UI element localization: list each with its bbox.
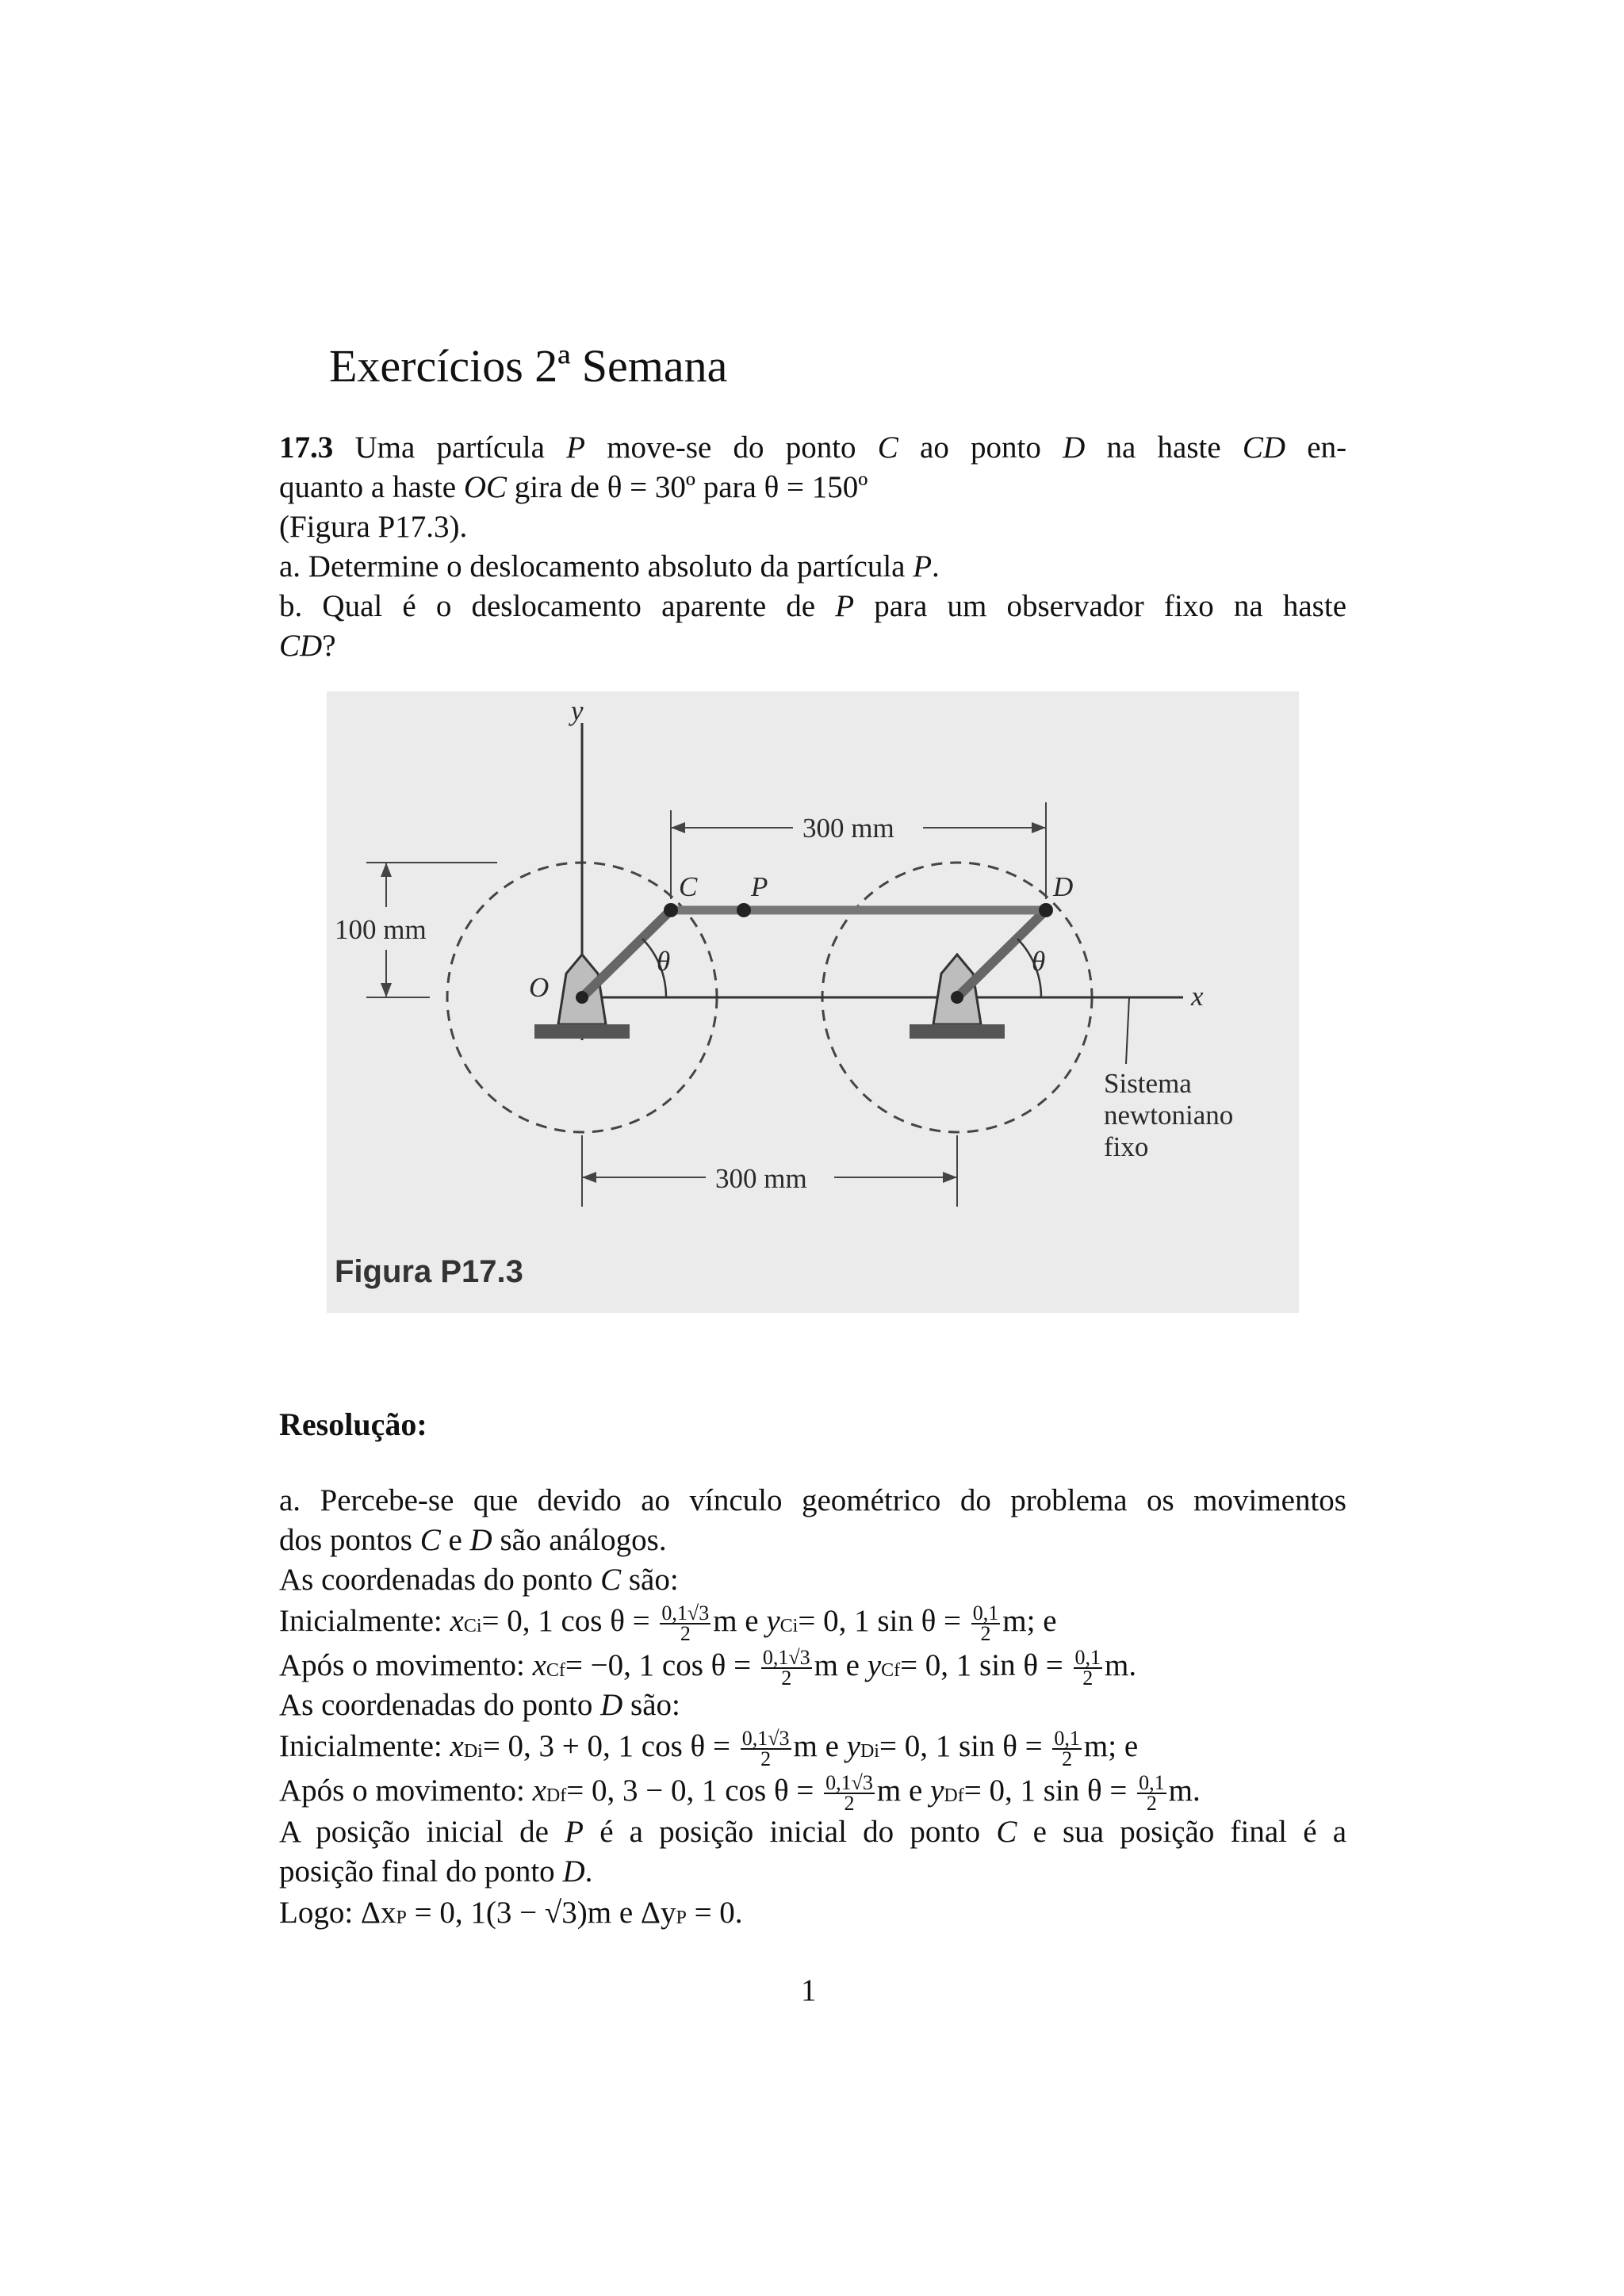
fraction-den: 2 — [844, 1792, 855, 1816]
symbol-d: D — [562, 1854, 585, 1888]
subscript: P — [676, 1908, 687, 1928]
subscript: Cf — [546, 1660, 565, 1681]
ground-right — [910, 1024, 1005, 1039]
text: Inicialmente: — [279, 1729, 442, 1763]
text: = 0, 1(3 − √3)m e Δy — [414, 1896, 676, 1930]
dim-top-arrow-left — [671, 822, 685, 833]
problem-line-3: (Figura P17.3). — [279, 510, 468, 544]
dim-bottom-arrow-left — [582, 1172, 596, 1183]
label-o: O — [529, 972, 550, 1003]
problem-line-4 — [279, 547, 1346, 587]
fraction-den: 2 — [1146, 1792, 1157, 1816]
text: Uma partícula — [354, 430, 545, 465]
text: . — [932, 549, 940, 584]
y-axis-label: y — [571, 695, 584, 726]
ground-left — [534, 1024, 630, 1039]
subscript: Df — [546, 1785, 567, 1806]
frame-label-1: Sistema — [1104, 1068, 1192, 1099]
joint-o — [576, 991, 588, 1004]
joint-c — [664, 903, 678, 917]
subscript: Ci — [779, 1616, 799, 1636]
pivot-support-left — [558, 955, 606, 1024]
text: na haste — [1106, 430, 1221, 465]
joint-d — [1039, 903, 1053, 917]
dim-top-arrow-right — [1032, 822, 1046, 833]
text: Inicialmente: — [279, 1604, 442, 1638]
page-number: 1 — [801, 1973, 817, 2007]
fraction — [660, 1601, 710, 1646]
dim-top-label: 300 mm — [802, 813, 894, 844]
fraction-num: 0,1√3 — [825, 1771, 873, 1795]
fraction — [824, 1771, 875, 1816]
text: a. Determine o deslocamento absoluto da partícula — [279, 549, 906, 584]
text: são análogos. — [500, 1523, 667, 1557]
frame-label-3: fixo — [1104, 1131, 1149, 1162]
symbol-oc: OC — [463, 470, 508, 504]
problem-line-6 — [279, 626, 1346, 666]
res-c-after — [279, 1646, 1346, 1690]
text: = −0, 1 cos θ = — [565, 1648, 752, 1682]
fraction-num: 0,1 — [972, 1601, 999, 1625]
text: dos pontos — [279, 1523, 412, 1557]
text: = 0, 1 cos θ = — [481, 1604, 650, 1638]
res-line-p2b — [279, 1852, 1346, 1892]
fraction-den: 2 — [980, 1622, 991, 1646]
text: m. — [1168, 1774, 1201, 1808]
subscript: Di — [860, 1741, 879, 1762]
fraction-num: 0,1 — [1054, 1727, 1080, 1751]
subscript: P — [396, 1908, 407, 1928]
text: ao ponto — [920, 430, 1041, 465]
figure-p17-3 — [327, 691, 1299, 1313]
problem-line-5 — [279, 587, 1346, 626]
fraction — [1052, 1729, 1082, 1769]
figure-caption: Figura P17.3 — [335, 1254, 523, 1289]
res-line-3 — [279, 1560, 1346, 1600]
fraction-den: 2 — [781, 1667, 792, 1690]
fraction — [1137, 1771, 1166, 1816]
frame-label-2: newtoniano — [1104, 1100, 1234, 1131]
fraction-den: 2 — [1082, 1667, 1094, 1690]
text: = 0, 3 + 0, 1 cos θ = — [482, 1729, 730, 1763]
fraction-num: 0,1√3 — [741, 1727, 790, 1751]
frame-leader — [1126, 997, 1129, 1064]
problem-line-1 — [279, 428, 1346, 468]
text: são: — [628, 1563, 679, 1597]
symbol-p: P — [835, 589, 855, 623]
var-x: x — [450, 1604, 464, 1638]
label-theta-left: θ — [657, 946, 671, 977]
pivot-support-right — [933, 955, 981, 1024]
symbol-c: C — [996, 1815, 1017, 1849]
text: m e — [814, 1648, 860, 1682]
subscript: Ci — [463, 1616, 482, 1636]
text: quanto a haste — [279, 470, 457, 504]
res-d-after — [279, 1771, 1346, 1816]
res-c-initial — [279, 1601, 1346, 1646]
text: gira de θ = 30º para θ = 150º — [514, 470, 868, 504]
dim-bottom-arrow-right — [943, 1172, 957, 1183]
symbol-cd: CD — [279, 629, 323, 663]
var-y: y — [867, 1648, 882, 1682]
symbol-p: P — [913, 549, 933, 584]
text: Após o movimento: — [279, 1648, 525, 1682]
text: Após o movimento: — [279, 1774, 525, 1808]
res-d-initial — [279, 1727, 1346, 1771]
text: é a posição inicial do ponto — [599, 1815, 981, 1849]
fraction-den: 2 — [760, 1747, 772, 1771]
var-y: y — [846, 1729, 860, 1763]
text: As coordenadas do ponto — [279, 1563, 593, 1597]
subscript: Cf — [881, 1660, 901, 1681]
fraction-den: 2 — [680, 1622, 691, 1646]
dim-radius-arrow-bottom — [381, 983, 392, 997]
label-d: D — [1053, 871, 1074, 902]
symbol-p: P — [566, 430, 585, 465]
fraction — [741, 1729, 791, 1769]
fraction — [761, 1648, 812, 1688]
text: m e — [876, 1774, 923, 1808]
res-line-d-head — [279, 1686, 1346, 1725]
var-y: y — [766, 1604, 780, 1638]
text: = 0, 1 sin θ = — [879, 1729, 1043, 1763]
text: m. — [1105, 1648, 1137, 1682]
particle-p — [737, 903, 751, 917]
symbol-d: D — [469, 1523, 492, 1557]
joint-right-pivot — [951, 991, 963, 1004]
fraction-num: 0,1 — [1074, 1646, 1101, 1670]
text: posição final do ponto — [279, 1854, 555, 1888]
text: = 0, 1 sin θ = — [963, 1774, 1128, 1808]
symbol-c: C — [600, 1563, 622, 1597]
text: b. Qual é o deslocamento aparente de — [279, 589, 816, 623]
text: e — [448, 1523, 462, 1557]
fraction-den: 2 — [1062, 1747, 1073, 1771]
symbol-p: P — [565, 1815, 584, 1849]
text: e sua posição final é a — [1032, 1815, 1347, 1849]
fraction-num: 0,1√3 — [762, 1646, 810, 1670]
problem-line-2 — [279, 468, 1346, 507]
symbol-c: C — [877, 430, 898, 465]
x-axis-label: x — [1191, 981, 1204, 1012]
label-p: P — [751, 871, 768, 902]
text: move-se do ponto — [607, 430, 856, 465]
text: m e — [713, 1604, 759, 1638]
subscript: Df — [944, 1785, 964, 1806]
fraction — [1074, 1648, 1103, 1688]
symbol-d: D — [1063, 430, 1086, 465]
res-line-logo — [279, 1893, 1346, 1938]
fraction-num: 0,1√3 — [661, 1601, 710, 1625]
text: en- — [1307, 430, 1347, 465]
symbol-d: D — [600, 1688, 623, 1722]
text: = 0. — [694, 1896, 743, 1930]
page-title: Exercícios 2ª Semana — [329, 340, 728, 392]
var-x: x — [532, 1648, 546, 1682]
subscript: Di — [463, 1741, 483, 1762]
var-y: y — [930, 1774, 944, 1808]
text: m; e — [1002, 1604, 1057, 1638]
symbol-cd: CD — [1242, 430, 1286, 465]
text: = 0, 1 sin θ = — [798, 1604, 962, 1638]
text: ? — [322, 629, 336, 663]
text: = 0, 3 − 0, 1 cos θ = — [566, 1774, 814, 1808]
var-x: x — [532, 1774, 546, 1808]
label-c: C — [679, 871, 698, 902]
text: Logo: Δx — [279, 1896, 396, 1930]
text: . — [584, 1854, 593, 1888]
res-line-2 — [279, 1521, 1346, 1560]
text: são: — [630, 1688, 680, 1722]
label-theta-right: θ — [1032, 946, 1046, 977]
mechanism-diagram — [327, 691, 1299, 1313]
fraction-num: 0,1 — [1139, 1771, 1165, 1795]
text: = 0, 1 sin θ = — [900, 1648, 1063, 1682]
dim-radius-label: 100 mm — [335, 914, 427, 945]
problem-number: 17.3 — [279, 430, 334, 465]
res-line-p2a — [279, 1812, 1346, 1852]
text: m; e — [1083, 1729, 1139, 1763]
fraction — [971, 1601, 1001, 1646]
resolution-heading: Resolução: — [279, 1406, 427, 1442]
dim-radius-arrow-top — [381, 863, 392, 877]
text: para um observador fixo na haste — [874, 589, 1347, 623]
var-x: x — [450, 1729, 464, 1763]
text: As coordenadas do ponto — [279, 1688, 593, 1722]
res-line-1: a. Percebe-se que devido ao vínculo geométrico do problema os movimentos — [279, 1483, 1346, 1517]
dim-bottom-label: 300 mm — [715, 1163, 807, 1194]
text: A posição inicial de — [279, 1815, 549, 1849]
symbol-c: C — [419, 1523, 441, 1557]
text: m e — [793, 1729, 839, 1763]
